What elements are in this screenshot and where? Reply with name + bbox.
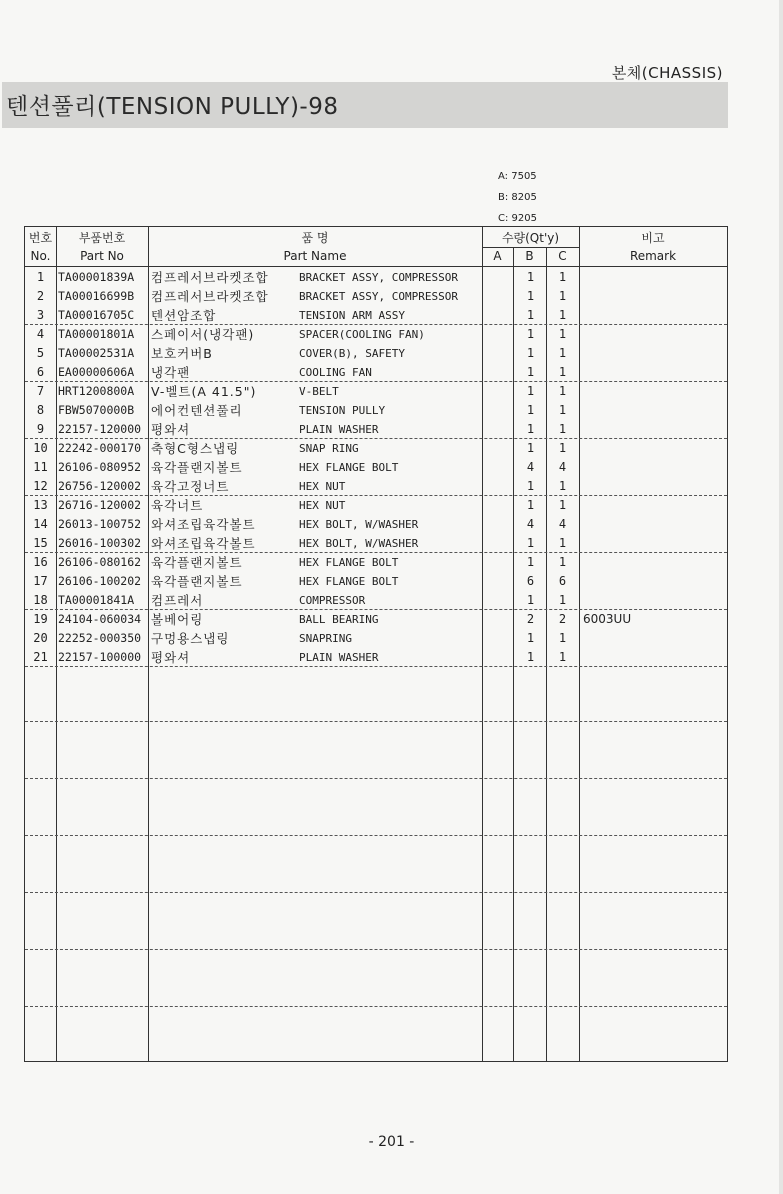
row-remark (583, 629, 727, 648)
row-number: 12 (33, 479, 48, 493)
model-b: B: 8205 (498, 192, 537, 203)
row-name-korean: 구멍용스냅링 (151, 631, 230, 646)
row-name-korean: 와셔조립육각볼트 (151, 536, 256, 551)
page-number: - 201 - (368, 1134, 415, 1150)
row-part-number: 26756-120002 (58, 479, 142, 493)
row-name-korean: 와셔조립육각볼트 (151, 517, 256, 532)
row-qty-b: 1 (526, 327, 535, 341)
row-part-number: 22252-000350 (58, 631, 142, 645)
row-number: 2 (36, 289, 45, 303)
row-remark (583, 553, 727, 572)
header-remark-en: Remark (629, 249, 677, 263)
row-part-number: TA00016699B (58, 289, 135, 303)
row-name-english: PLAIN WASHER (299, 423, 379, 436)
row-remark (583, 496, 727, 515)
row-name-english: COVER(B), SAFETY (299, 347, 405, 360)
group-separator (25, 666, 727, 667)
row-remark (583, 401, 727, 420)
row-remark (583, 268, 727, 287)
row-qty-c: 1 (558, 289, 567, 303)
row-number: 8 (36, 403, 45, 417)
row-qty-c: 2 (558, 612, 567, 626)
row-number: 14 (33, 517, 48, 531)
row-remark: 6003UU (583, 612, 632, 626)
header-qty: 수량(Qt'y) (501, 231, 560, 245)
empty-row-separator (25, 892, 727, 893)
row-qty-b: 1 (526, 403, 535, 417)
row-name-english: COMPRESSOR (299, 594, 366, 607)
model-c: C: 9205 (498, 213, 537, 224)
empty-row-separator (25, 1006, 727, 1007)
row-qty-c: 4 (558, 517, 567, 531)
model-a: A: 7505 (498, 171, 537, 182)
row-name-korean: 평와셔 (151, 650, 191, 665)
row-remark (583, 287, 727, 306)
parts-table (24, 226, 728, 1062)
row-part-number: TA00001841A (58, 593, 135, 607)
header-bottom-line (25, 266, 727, 267)
row-number: 20 (33, 631, 48, 645)
empty-row-separator (25, 949, 727, 950)
row-qty-c: 1 (558, 593, 567, 607)
row-remark (583, 382, 727, 401)
row-number: 6 (36, 365, 45, 379)
page-title: 텐션풀리(TENSION PULLY)-98 (6, 94, 339, 120)
row-number: 9 (36, 422, 45, 436)
row-qty-b: 6 (526, 574, 535, 588)
row-qty-b: 1 (526, 270, 535, 284)
row-qty-b: 4 (526, 460, 535, 474)
row-qty-c: 1 (558, 441, 567, 455)
row-qty-b: 1 (526, 479, 535, 493)
row-qty-b: 1 (526, 346, 535, 360)
row-name-korean: 컴프레서 (151, 593, 204, 608)
row-name-english: HEX BOLT, W/WASHER (299, 537, 419, 550)
row-name-korean: 냉각팬 (151, 365, 191, 380)
page-edge (779, 0, 783, 1194)
row-qty-b: 2 (526, 612, 535, 626)
row-name-korean: 육각플랜지볼트 (151, 574, 243, 589)
row-name-english: TENSION ARM ASSY (299, 309, 405, 322)
row-number: 11 (33, 460, 48, 474)
row-name-english: TENSION PULLY (299, 404, 386, 417)
row-qty-c: 1 (558, 346, 567, 360)
row-qty-c: 1 (558, 422, 567, 436)
row-remark (583, 420, 727, 439)
row-name-korean: 스페이서(냉각팬) (151, 327, 255, 342)
row-remark (583, 515, 727, 534)
row-name-english: PLAIN WASHER (299, 651, 379, 664)
empty-row-separator (25, 835, 727, 836)
row-number: 4 (36, 327, 45, 341)
row-name-korean: 에어컨텐션풀리 (151, 403, 243, 418)
row-number: 21 (33, 650, 48, 664)
header-qty-c: C (558, 249, 567, 263)
empty-row-separator (25, 778, 727, 779)
empty-row-separator (25, 721, 727, 722)
row-part-number: 22242-000170 (58, 441, 142, 455)
row-qty-c: 1 (558, 498, 567, 512)
row-remark (583, 572, 727, 591)
row-part-number: 26016-100302 (58, 536, 142, 550)
row-number: 13 (33, 498, 48, 512)
row-part-number: TA00016705C (58, 308, 135, 322)
row-name-english: SNAPRING (299, 632, 352, 645)
row-remark (583, 477, 727, 496)
row-name-english: SPACER(COOLING FAN) (299, 328, 425, 341)
row-name-english: COOLING FAN (299, 366, 372, 379)
row-qty-c: 1 (558, 384, 567, 398)
row-name-english: BRACKET ASSY, COMPRESSOR (299, 290, 458, 303)
row-remark (583, 458, 727, 477)
row-qty-c: 1 (558, 555, 567, 569)
row-name-korean: 텐션암조합 (151, 308, 217, 323)
row-qty-b: 1 (526, 308, 535, 322)
col-divider (56, 227, 57, 1061)
row-qty-c: 1 (558, 650, 567, 664)
row-name-english: HEX NUT (299, 499, 346, 512)
row-number: 19 (33, 612, 48, 626)
row-number: 10 (33, 441, 48, 455)
row-qty-b: 1 (526, 384, 535, 398)
row-remark (583, 534, 727, 553)
row-remark (583, 325, 727, 344)
row-qty-b: 1 (526, 365, 535, 379)
row-number: 3 (36, 308, 45, 322)
col-divider (579, 227, 580, 1061)
row-part-number: EA00000606A (58, 365, 135, 379)
row-qty-b: 1 (526, 631, 535, 645)
row-number: 15 (33, 536, 48, 550)
row-qty-c: 1 (558, 270, 567, 284)
row-part-number: TA00001801A (58, 327, 135, 341)
row-qty-b: 1 (526, 555, 535, 569)
row-name-korean: 보호커버B (151, 346, 213, 361)
row-name-korean: 육각고정너트 (151, 479, 230, 494)
row-qty-c: 6 (558, 574, 567, 588)
row-qty-c: 1 (558, 327, 567, 341)
row-name-english: HEX FLANGE BOLT (299, 556, 399, 569)
model-legend (498, 166, 537, 229)
row-part-number: 26106-080162 (58, 555, 142, 569)
row-qty-b: 1 (526, 593, 535, 607)
row-remark (583, 363, 727, 382)
row-qty-c: 1 (558, 365, 567, 379)
row-part-number: 22157-120000 (58, 422, 142, 436)
row-name-korean: 육각플랜지볼트 (151, 555, 243, 570)
header-part-name-en: Part Name (283, 249, 347, 263)
row-name-korean: 축형C형스냅링 (151, 441, 240, 456)
row-name-english: HEX FLANGE BOLT (299, 575, 399, 588)
header-no-kr: 번호 (28, 231, 53, 245)
row-name-korean: 볼베어링 (151, 612, 204, 627)
header-remark-kr: 비고 (641, 231, 665, 245)
col-divider (148, 227, 149, 1061)
row-qty-b: 1 (526, 650, 535, 664)
row-name-korean: 컴프레서브라켓조합 (151, 289, 269, 304)
row-qty-c: 1 (558, 479, 567, 493)
header-part-name-kr: 품 명 (301, 231, 329, 245)
row-name-korean: V-벨트(A 41.5") (151, 384, 257, 399)
header-qty-a: A (493, 249, 502, 263)
row-qty-b: 1 (526, 422, 535, 436)
row-qty-c: 1 (558, 403, 567, 417)
row-qty-b: 1 (526, 536, 535, 550)
row-number: 7 (36, 384, 45, 398)
row-qty-c: 1 (558, 631, 567, 645)
row-name-english: HEX NUT (299, 480, 346, 493)
row-part-number: HRT1200800A (58, 384, 135, 398)
row-part-number: TA00002531A (58, 346, 135, 360)
row-qty-c: 1 (558, 536, 567, 550)
row-name-english: HEX FLANGE BOLT (299, 461, 399, 474)
header-part-no-en: Part No (80, 249, 124, 263)
row-remark (583, 648, 727, 667)
row-number: 5 (36, 346, 45, 360)
col-divider (482, 227, 483, 1061)
row-number: 18 (33, 593, 48, 607)
row-name-english: BALL BEARING (299, 613, 379, 626)
row-part-number: 26716-120002 (58, 498, 142, 512)
row-name-english: V-BELT (299, 385, 339, 398)
row-remark (583, 591, 727, 610)
row-part-number: 22157-100000 (58, 650, 142, 664)
row-qty-b: 4 (526, 517, 535, 531)
row-name-english: SNAP RING (299, 442, 359, 455)
row-part-number: FBW5070000B (58, 403, 135, 417)
row-qty-b: 1 (526, 441, 535, 455)
row-name-english: HEX BOLT, W/WASHER (299, 518, 419, 531)
row-remark (583, 439, 727, 458)
row-name-korean: 평와셔 (151, 422, 191, 437)
row-number: 17 (33, 574, 48, 588)
row-part-number: 24104-060034 (58, 612, 142, 626)
row-part-number: 26013-100752 (58, 517, 142, 531)
col-divider (546, 247, 547, 1061)
row-qty-c: 1 (558, 308, 567, 322)
section-label: 본체(CHASSIS) (611, 64, 723, 82)
row-number: 16 (33, 555, 48, 569)
row-name-korean: 컴프레서브라켓조합 (151, 270, 269, 285)
col-divider (513, 247, 514, 1061)
row-remark (583, 344, 727, 363)
row-qty-b: 1 (526, 498, 535, 512)
row-number: 1 (36, 270, 45, 284)
row-qty-b: 1 (526, 289, 535, 303)
qty-subdivider (482, 247, 579, 248)
row-name-korean: 육각너트 (151, 498, 204, 513)
row-part-number: 26106-080952 (58, 460, 142, 474)
row-name-english: BRACKET ASSY, COMPRESSOR (299, 271, 458, 284)
row-qty-c: 4 (558, 460, 567, 474)
header-part-no-kr: 부품번호 (78, 231, 126, 245)
header-no-en: No. (30, 249, 51, 263)
row-part-number: 26106-100202 (58, 574, 142, 588)
row-part-number: TA00001839A (58, 270, 135, 284)
header-qty-b: B (525, 249, 534, 263)
row-remark (583, 306, 727, 325)
row-name-korean: 육각플랜지볼트 (151, 460, 243, 475)
